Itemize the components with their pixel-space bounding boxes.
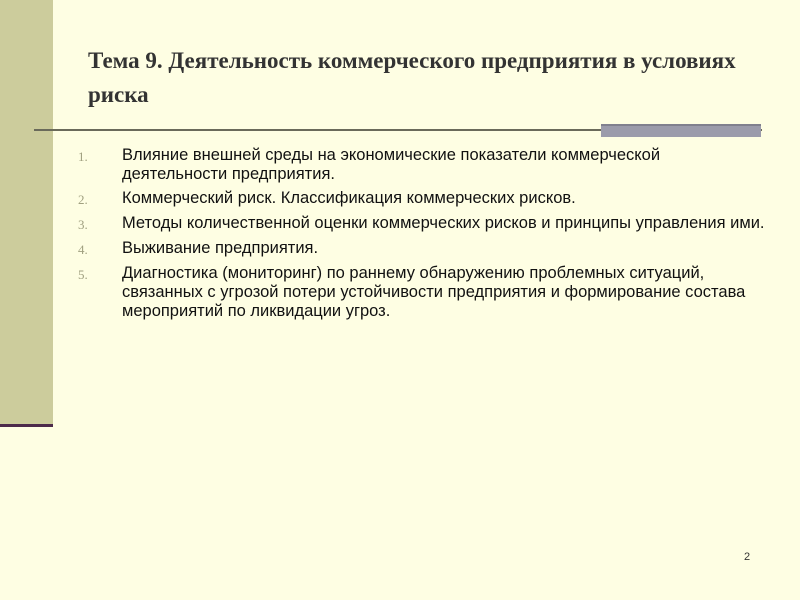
title-accent-bar-edge	[601, 124, 761, 126]
list-number: 1.	[78, 149, 88, 164]
list-number: 5.	[78, 267, 88, 282]
left-band-underline	[0, 424, 53, 427]
slide-title: Тема 9. Деятельность коммерческого предприятия в условиях риска	[88, 48, 736, 107]
list-item	[78, 189, 768, 209]
list-number: 3.	[78, 217, 88, 232]
list-number: 4.	[78, 242, 88, 257]
list-item	[78, 239, 768, 259]
list-text: Методы количественной оценки коммерческих рисков и принципы управления ими.	[122, 214, 765, 232]
list-text: Выживание предприятия.	[122, 239, 319, 257]
list-text: Диагностика (мониторинг) по раннему обнаружению проблемных ситуаций, связанных с угрозой потери устойчивости предприятия и формирование состава мероприятий по ликвидации угроз.	[122, 264, 746, 320]
list-number: 2.	[78, 192, 88, 207]
list-item	[78, 146, 768, 184]
list-item	[78, 264, 768, 321]
list-text: Влияние внешней среды на экономические показатели коммерческой деятельности предприятия.	[122, 146, 661, 183]
list-text: Коммерческий риск. Классификация коммерческих рисков.	[122, 189, 576, 207]
list-item	[78, 214, 768, 234]
page-number: 2	[744, 551, 751, 563]
left-decorative-band	[0, 0, 53, 427]
topic-list	[78, 146, 768, 326]
